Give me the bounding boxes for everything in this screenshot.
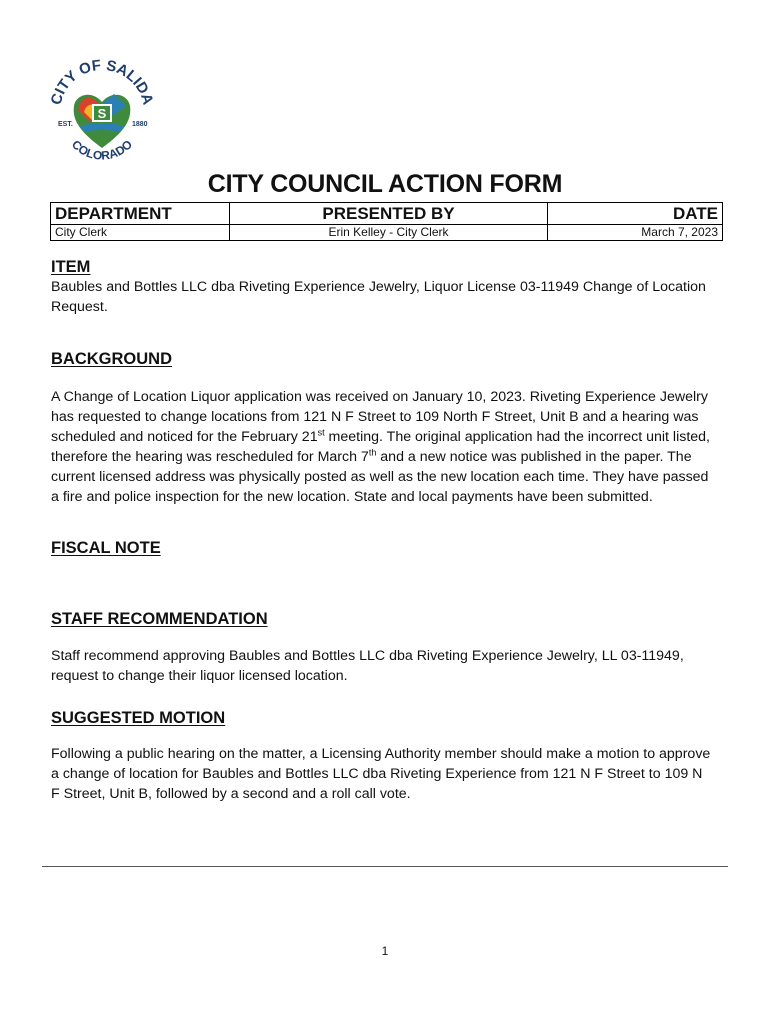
- fiscal-note-section: [51, 538, 711, 558]
- background-heading: BACKGROUND: [51, 350, 172, 368]
- date-label: DATE: [548, 203, 723, 225]
- logo-bottom-text: COLORADO: [68, 137, 136, 163]
- logo-top-text: CITY OF SALIDA: [47, 56, 157, 107]
- suggested-motion-section: [51, 708, 711, 804]
- logo-heart-icon: [74, 94, 131, 148]
- info-table: [50, 202, 723, 241]
- staff-recommendation-section: [51, 609, 711, 686]
- form-title: CITY COUNCIL ACTION FORM: [207, 170, 563, 198]
- date-value: March 7, 2023: [548, 225, 723, 241]
- staff-recommendation-body: Staff recommend approving Baubles and Bottles LLC dba Riveting Experience Jewelry, LL 03-11949, request to change their liquor licensed location.: [51, 648, 684, 684]
- item-heading: ITEM: [51, 258, 91, 276]
- page-number: 1: [381, 944, 389, 958]
- department-value: City Clerk: [51, 225, 230, 241]
- footer-divider: [42, 866, 728, 867]
- staff-recommendation-heading: STAFF RECOMMENDATION: [51, 610, 268, 628]
- suggested-motion-body: Following a public hearing on the matter, a Licensing Authority member should make a motion to approve a change of location for Baubles and Bottles LLC dba Riveting Experience from 121 N F Street to 109 N F Street, Unit B, followed by a second and a roll call vote.: [51, 746, 711, 802]
- background-body: A Change of Location Liquor application was received on January 10, 2023. Riveting Experience Jewelry has requested to change locations from 121 N F Street to 109 North F Street, Unit B and a hearing was scheduled and noticed for the February 21st meeting. The original application had the incorrect unit listed, therefore the hearing was rescheduled for March 7th and a new notice was published in the paper. The current licensed address was physically posted as well as the new location each time. They have passed a fire and police inspection for the new location. State and local payments have been submitted.: [51, 389, 710, 505]
- logo-est-label: EST.: [58, 121, 73, 128]
- presented-by-label: PRESENTED BY: [230, 203, 548, 225]
- city-of-salida-logo: [40, 50, 164, 170]
- item-body: Baubles and Bottles LLC dba Riveting Experience Jewelry, Liquor License 03-11949 Change of Location Request.: [51, 279, 706, 315]
- logo-center-letter: S: [97, 106, 107, 121]
- item-section: [51, 257, 711, 317]
- background-section: [51, 349, 711, 507]
- fiscal-note-heading: FISCAL NOTE: [51, 539, 161, 557]
- logo-est-year: 1880: [132, 121, 148, 128]
- suggested-motion-heading: SUGGESTED MOTION: [51, 709, 226, 727]
- presented-by-value: Erin Kelley - City Clerk: [230, 225, 548, 241]
- department-label: DEPARTMENT: [51, 203, 230, 225]
